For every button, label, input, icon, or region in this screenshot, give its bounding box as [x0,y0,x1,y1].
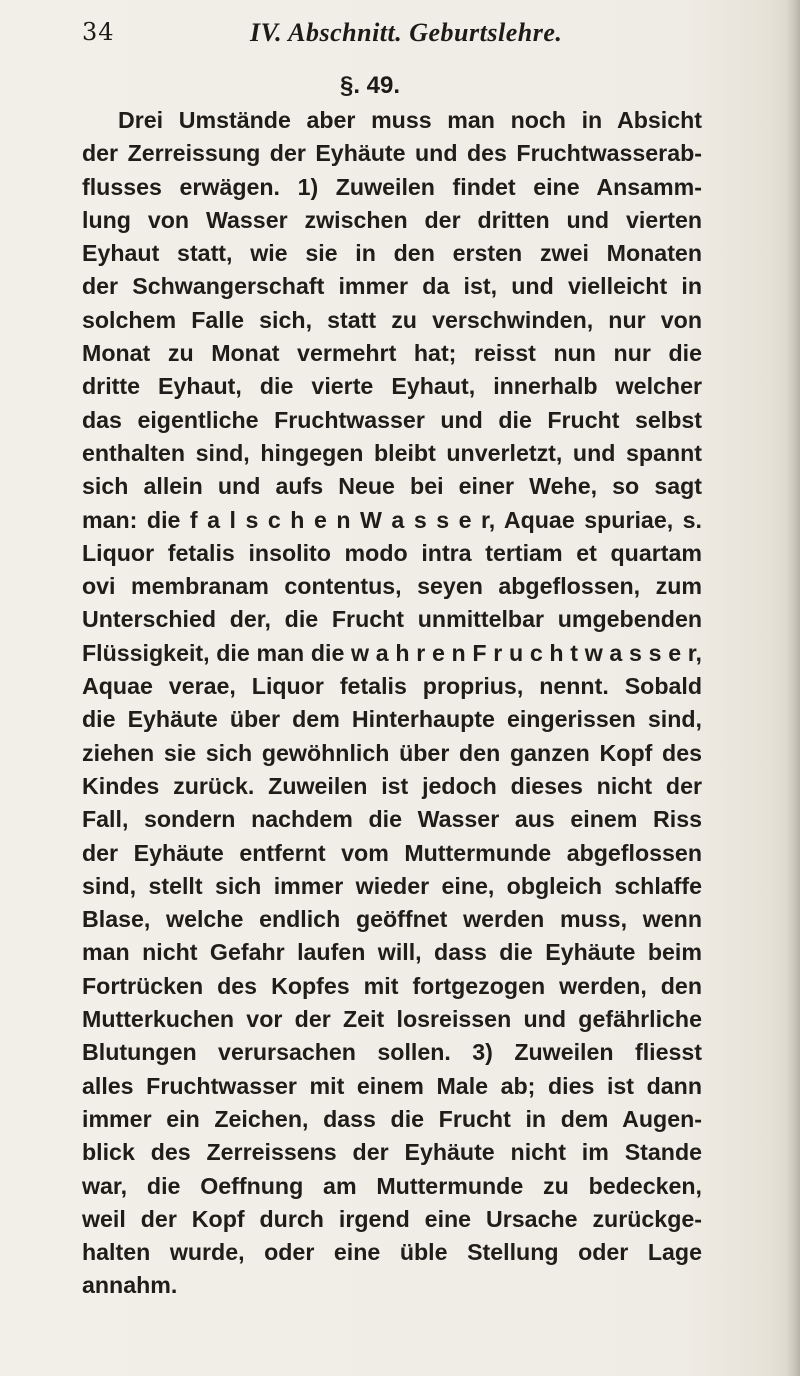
page-number: 34 [82,18,115,46]
text-line: Aquae verae, Liquor fetalis proprius, nennt. Sobald [82,673,702,700]
text-line: Monat zu Monat vermehrt hat; reisst nun nur die [82,340,702,367]
text-line: Drei Umstände aber muss man noch in Absicht [118,107,702,133]
text-line: die Eyhäute über dem Hinterhaupte eingerissen sind, [82,706,702,733]
text-line: lung von Wasser zwischen der dritten und vierten [82,206,702,233]
text-line: Flüssigkeit, die man die w a h r e n F r u c h t w a s s e r, [82,639,702,666]
running-header [82,18,642,58]
text-line: solchem Falle sich, statt zu verschwinden, nur von [82,306,702,333]
text-line: Fall, sondern nachdem die Wasser aus einem Riss [82,806,702,833]
text-line: Kindes zurück. Zuweilen ist jedoch dieses nicht der [82,772,702,799]
text-line: ovi membranam contentus, seyen abgeflossen, zum [82,573,702,600]
text-line: flusses erwägen. 1) Zuweilen findet eine Ansamm- [82,173,702,200]
text-line: Blutungen verursachen sollen. 3) Zuweilen fliesst [82,1039,702,1066]
text-line: alles Fruchtwasser mit einem Male ab; dies ist dann [82,1072,702,1099]
body-paragraph [82,104,702,1303]
text-line: war, die Oeffnung am Muttermunde zu bedecken, [82,1172,702,1199]
text-line: immer ein Zeichen, dass die Frucht in dem Augen- [82,1105,702,1132]
text-line: sind, stellt sich immer wieder eine, obgleich schlaffe [82,872,702,899]
text-line: Fortrücken des Kopfes mit fortgezogen werden, den [82,972,702,999]
text-line: das eigentliche Fruchtwasser und die Frucht selbst [82,406,702,433]
text-line: enthalten sind, hingegen bleibt unverletzt, und spannt [82,439,702,466]
text-line: der Eyhäute entfernt vom Muttermunde abgeflossen [82,839,702,866]
text-line: halten wurde, oder eine üble Stellung oder Lage [82,1239,702,1266]
page-edge-shadow [786,0,800,1376]
text-line: blick des Zerreissens der Eyhäute nicht im Stande [82,1139,702,1166]
text-line: sich allein und aufs Neue bei einer Wehe, so sagt [82,473,702,500]
text-line: Blase, welche endlich geöffnet werden muss, wenn [82,906,702,933]
section-heading: §. 49. [339,72,401,99]
text-line: dritte Eyhaut, die vierte Eyhaut, innerhalb welcher [82,373,702,400]
text-line: annahm. [82,1272,178,1299]
text-line: weil der Kopf durch irgend eine Ursache zurückge- [82,1205,702,1232]
text-line: man nicht Gefahr laufen will, dass die Eyhäute beim [82,939,702,966]
text-line: Unterschied der, die Frucht unmittelbar umgebenden [82,606,702,633]
text-line: man: die f a l s c h e n W a s s e r, Aquae spuriae, s. [82,506,702,533]
text-line: Eyhaut statt, wie sie in den ersten zwei Monaten [82,240,702,267]
text-line: Mutterkuchen vor der Zeit losreissen und gefährliche [82,1006,702,1033]
text-line: Liquor fetalis insolito modo intra tertiam et quartam [82,539,702,566]
text-line: ziehen sie sich gewöhnlich über den ganzen Kopf des [82,739,702,766]
text-line: der Schwangerschaft immer da ist, und vielleicht in [82,273,702,300]
running-title: IV. Abschnitt. Geburtslehre. [250,18,563,47]
text-line: der Zerreissung der Eyhäute und des Fruchtwasserab- [82,140,702,167]
